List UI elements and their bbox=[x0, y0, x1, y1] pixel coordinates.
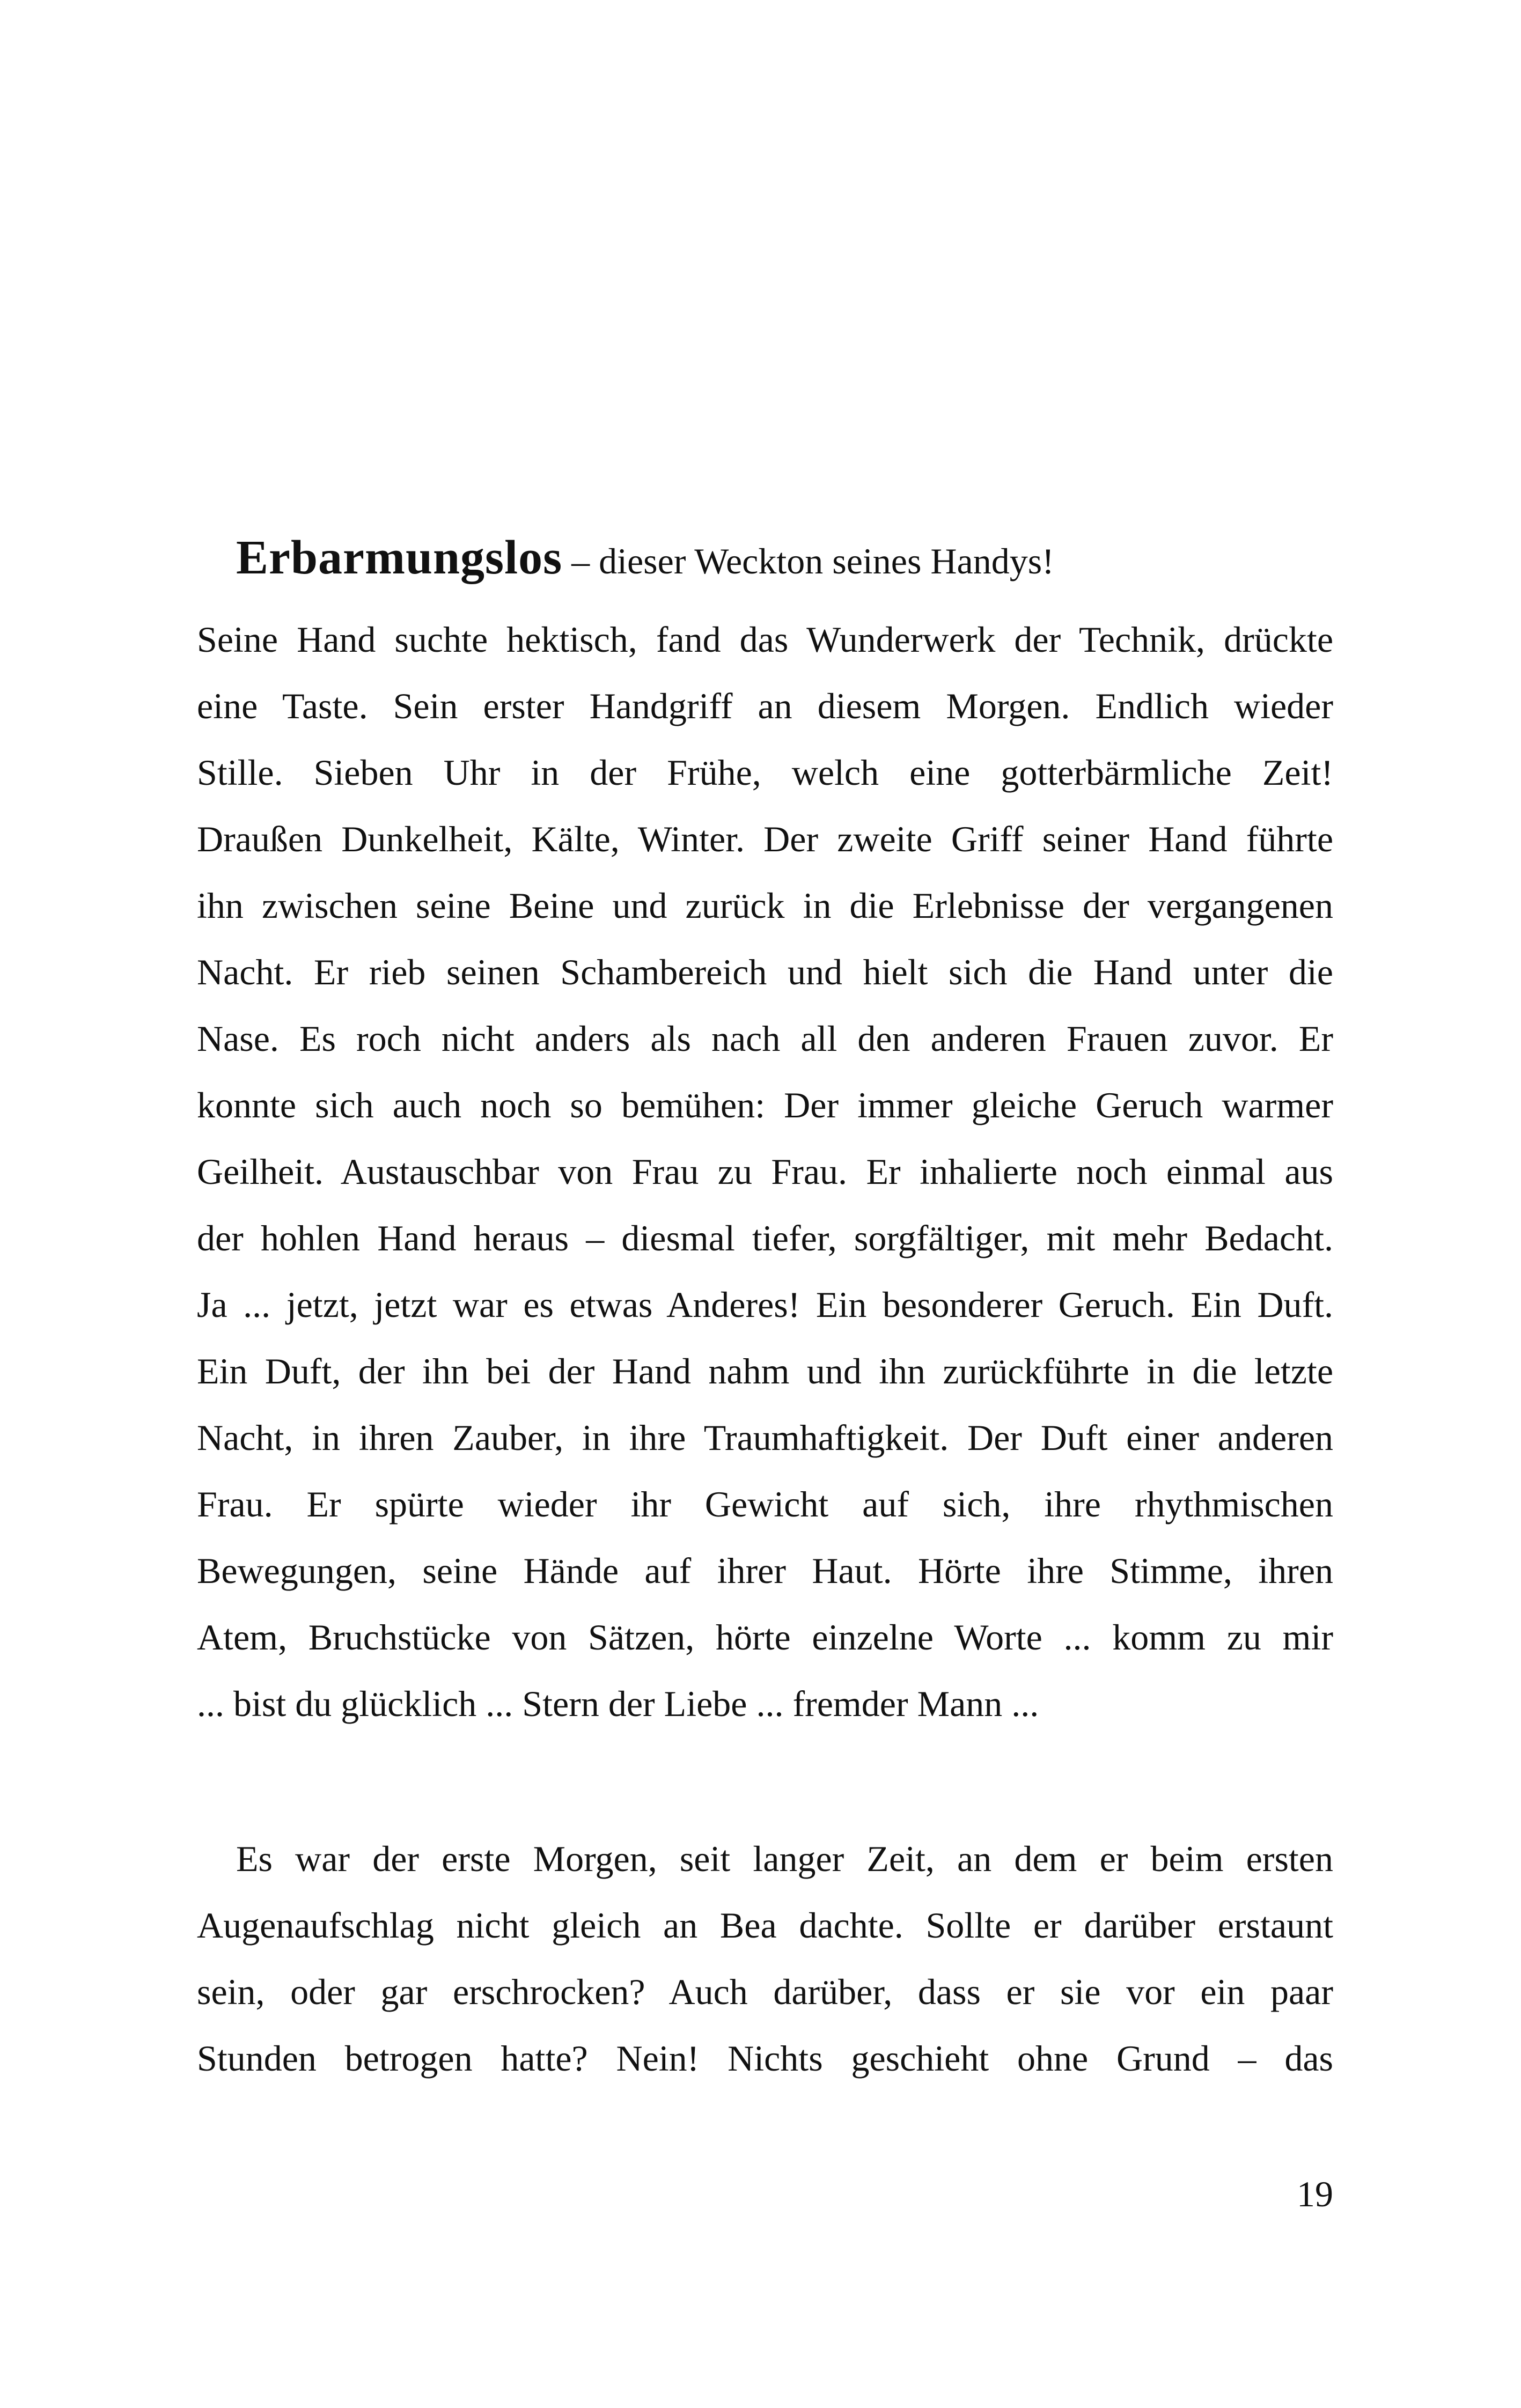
paragraph-1-line: Frau. Er spürte wieder ihr Gewicht auf sich, ihre rhythmischen bbox=[197, 1484, 1333, 1525]
paragraph-1-line: Atem, Bruchstücke von Sätzen, hörte einzelne Worte ... komm zu mir bbox=[197, 1617, 1333, 1658]
page-number: 19 bbox=[1297, 2174, 1333, 2214]
paragraph-2-line: sein, oder gar erschrocken? Auch darüber, dass er sie vor ein paar bbox=[197, 1971, 1333, 2012]
paragraph-2-line: Es war der erste Morgen, seit langer Zeit, an dem er beim ersten bbox=[236, 1838, 1333, 1879]
paragraph-1-line: der hohlen Hand heraus – diesmal tiefer, sorgfältiger, mit mehr Bedacht. bbox=[197, 1218, 1333, 1258]
paragraph-1-line: Nacht. Er rieb seinen Schambereich und hielt sich die Hand unter die bbox=[197, 952, 1333, 992]
paragraph-1-last-line: ... bist du glücklich ... Stern der Liebe ... fremder Mann ... bbox=[197, 1683, 1039, 1724]
opening-word: Erbarmungslos bbox=[236, 531, 563, 584]
paragraph-1-line: ihn zwischen seine Beine und zurück in die Erlebnisse der vergangenen bbox=[197, 885, 1333, 926]
paragraph-1-line: Seine Hand suchte hektisch, fand das Wunderwerk der Technik, drückte bbox=[197, 619, 1333, 660]
paragraph-1-line: Ein Duft, der ihn bei der Hand nahm und ihn zurückführte in die letzte bbox=[197, 1351, 1333, 1391]
paragraph-1-line: Nacht, in ihren Zauber, in ihre Traumhaftigkeit. Der Duft einer anderen bbox=[197, 1417, 1333, 1458]
paragraph-1-line: eine Taste. Sein erster Handgriff an diesem Morgen. Endlich wieder bbox=[197, 686, 1333, 726]
paragraph-1-line: Bewegungen, seine Hände auf ihrer Haut. Hörte ihre Stimme, ihren bbox=[197, 1550, 1333, 1591]
paragraph-1-line: konnte sich auch noch so bemühen: Der immer gleiche Geruch warmer bbox=[197, 1085, 1333, 1125]
paragraph-1-line: Nase. Es roch nicht anders als nach all den anderen Frauen zuvor. Er bbox=[197, 1018, 1333, 1059]
paragraph-1-line: Ja ... jetzt, jetzt war es etwas Anderes! Ein besonderer Geruch. Ein Duft. bbox=[197, 1284, 1333, 1325]
paragraph-1-line: Stille. Sieben Uhr in der Frühe, welch eine gotterbärmliche Zeit! bbox=[197, 752, 1333, 793]
opening-line bbox=[236, 531, 1333, 584]
paragraph-2-line: Stunden betrogen hatte? Nein! Nichts geschieht ohne Grund – das bbox=[197, 2038, 1333, 2079]
paragraph-2-line: Augenaufschlag nicht gleich an Bea dachte. Sollte er darüber erstaunt bbox=[197, 1905, 1333, 1946]
paragraph-1-line: Geilheit. Austauschbar von Frau zu Frau. Er inhalierte noch einmal aus bbox=[197, 1151, 1333, 1192]
opening-rest: – dieser Weckton seines Handys! bbox=[562, 541, 1054, 581]
paragraph-1-line: Draußen Dunkelheit, Kälte, Winter. Der zweite Griff seiner Hand führte bbox=[197, 819, 1333, 859]
